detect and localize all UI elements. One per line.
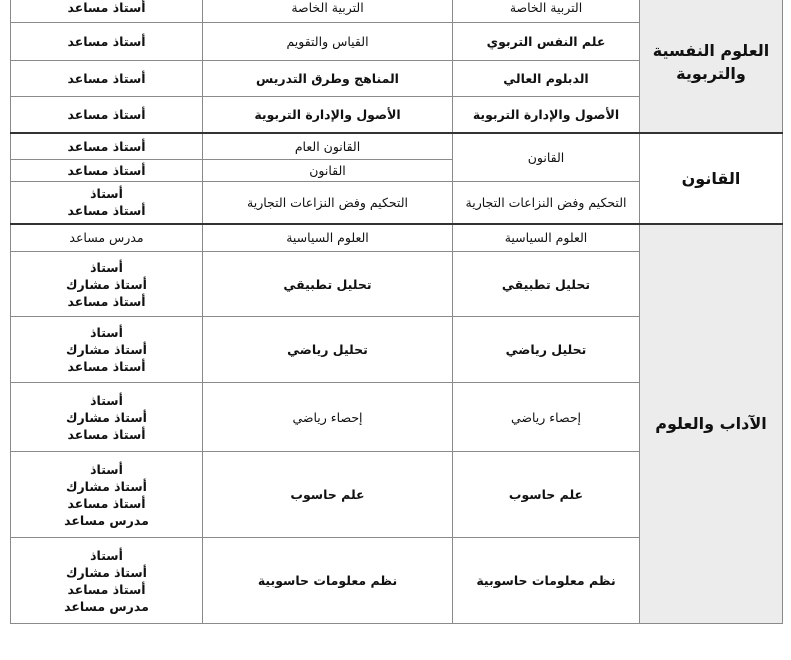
rank-label: أستاذ مشارك (66, 409, 147, 425)
specialization-cell: علم حاسوب (203, 452, 453, 538)
rank-label: أستاذ (90, 186, 123, 202)
rank-label: أستاذ مساعد (67, 0, 146, 15)
rank-label: أستاذ مساعد (67, 203, 146, 219)
specialization-cell: المناهج وطرق التدريس (203, 61, 453, 97)
rank-cell (11, 61, 203, 97)
rank-label: مدرس مساعد (64, 512, 149, 528)
table-row (11, 133, 783, 160)
major-cell: الأصول والإدارة التربوية (453, 97, 640, 133)
rank-cell (11, 452, 203, 538)
rank-label: أستاذ مشارك (66, 564, 147, 580)
rank-cell (11, 317, 203, 383)
rank-cell (11, 97, 203, 133)
rank-label: أستاذ (90, 547, 123, 563)
specialization-cell: تحليل رياضي (203, 317, 453, 383)
major-cell: نظم معلومات حاسوبية (453, 538, 640, 624)
rank-label: أستاذ مساعد (67, 359, 146, 374)
specialization-cell: تحليل تطبيقي (203, 252, 453, 317)
rank-label: أستاذ (90, 392, 123, 408)
rank-cell (11, 252, 203, 317)
specialization-cell: القانون العام (203, 133, 453, 160)
rank-label: مدرس مساعد (69, 230, 144, 246)
rank-cell (11, 224, 203, 252)
major-cell: تحليل رياضي (453, 317, 640, 383)
rank-label: أستاذ مساعد (67, 106, 146, 122)
rank-cell (11, 182, 203, 224)
major-cell: التحكيم وفض النزاعات التجارية (453, 182, 640, 224)
major-cell: التربية الخاصة (453, 0, 640, 23)
major-cell: علم حاسوب (453, 452, 640, 538)
major-cell: علم النفس التربوي (453, 23, 640, 61)
rank-label: أستاذ مساعد (67, 293, 146, 309)
rank-label: أستاذ (90, 461, 123, 477)
specialization-cell: إحصاء رياضي (203, 383, 453, 452)
college-cell: العلوم النفسية والتربوية (640, 0, 783, 133)
table-row (11, 0, 783, 23)
positions-table (10, 0, 783, 624)
specialization-cell: نظم معلومات حاسوبية (203, 538, 453, 624)
rank-label: أستاذ (90, 259, 123, 275)
rank-cell (11, 383, 203, 452)
rank-cell (11, 160, 203, 182)
rank-label: أستاذ مشارك (66, 276, 147, 292)
rank-label: أستاذ مساعد (67, 163, 146, 178)
major-cell: القانون (453, 133, 640, 182)
rank-label: أستاذ مساعد (67, 138, 146, 154)
specialization-cell: القياس والتقويم (203, 23, 453, 61)
specialization-cell: القانون (203, 160, 453, 182)
major-cell: العلوم السياسية (453, 224, 640, 252)
rank-cell (11, 133, 203, 160)
rank-cell (11, 0, 203, 23)
major-cell: تحليل تطبيقي (453, 252, 640, 317)
specialization-cell: التربية الخاصة (203, 0, 453, 23)
rank-label: أستاذ مساعد (67, 426, 146, 442)
college-cell: الآداب والعلوم (640, 224, 783, 624)
rank-label: أستاذ مساعد (67, 34, 146, 49)
rank-label: مدرس مساعد (64, 598, 149, 614)
college-cell: القانون (640, 133, 783, 224)
major-cell: الدبلوم العالي (453, 61, 640, 97)
specialization-cell: العلوم السياسية (203, 224, 453, 252)
specialization-cell: التحكيم وفض النزاعات التجارية (203, 182, 453, 224)
rank-cell (11, 538, 203, 624)
major-cell: إحصاء رياضي (453, 383, 640, 452)
rank-label: أستاذ مساعد (67, 71, 146, 86)
table-row (11, 224, 783, 252)
rank-label: أستاذ مشارك (66, 342, 147, 357)
rank-label: أستاذ مساعد (67, 495, 146, 511)
rank-cell (11, 23, 203, 61)
rank-label: أستاذ مشارك (66, 478, 147, 494)
rank-label: أستاذ (90, 325, 123, 340)
specialization-cell: الأصول والإدارة التربوية (203, 97, 453, 133)
rank-label: أستاذ مساعد (67, 581, 146, 597)
